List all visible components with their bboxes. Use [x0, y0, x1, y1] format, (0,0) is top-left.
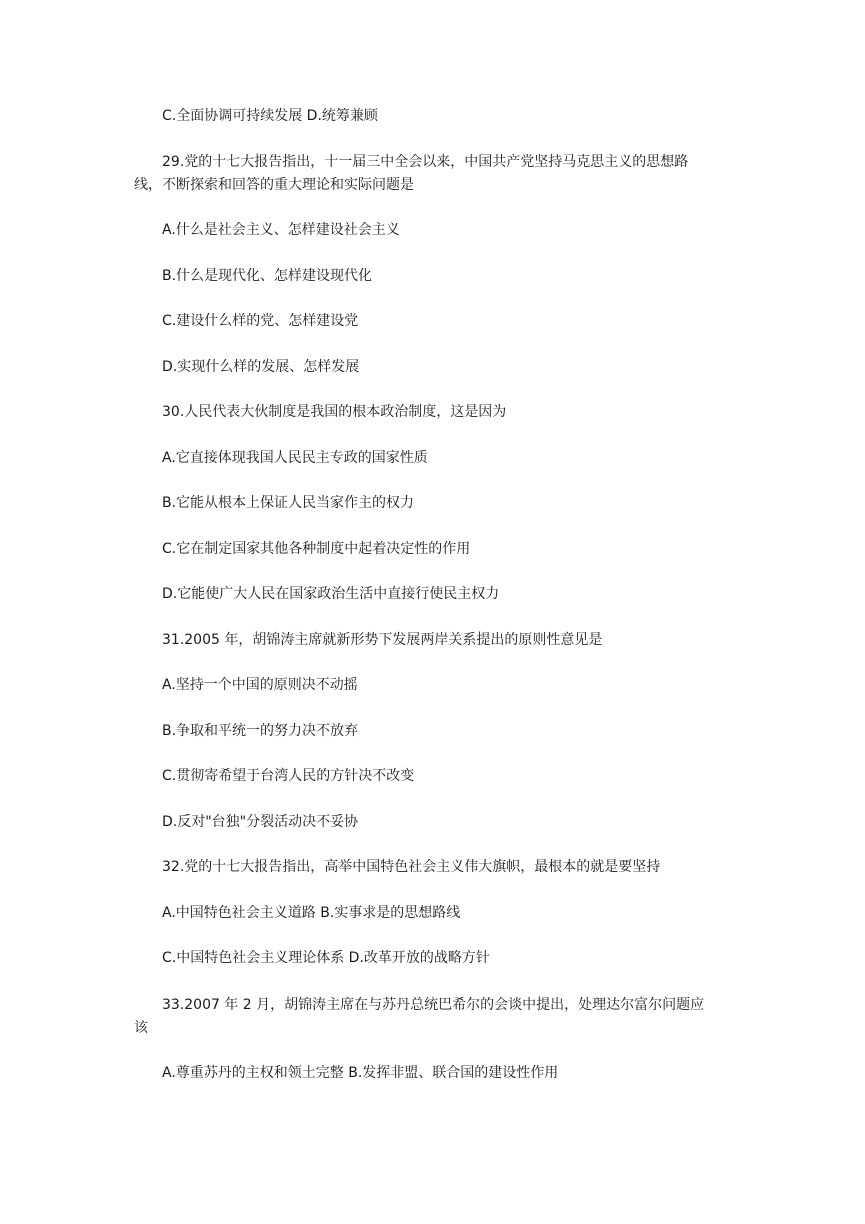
question-29-option-a: A.什么是社会主义、怎样建设社会主义 [162, 222, 400, 238]
question-31-option-c: C.贯彻寄希望于台湾人民的方针决不改变 [162, 768, 415, 784]
question-30-option-d: D.它能使广大人民在国家政治生活中直接行使民主权力 [162, 586, 500, 602]
question-33-text-cont: 该 [134, 1020, 148, 1036]
question-29-option-b: B.什么是现代化、怎样建设现代化 [162, 268, 373, 284]
question-29-text: 29.党的十七大报告指出，十一届三中全会以来，中国共产党坚持马克思主义的思想路 [162, 154, 689, 170]
question-32-text: 32.党的十七大报告指出，高举中国特色社会主义伟大旗帜，最根本的就是要坚持 [162, 859, 661, 875]
question-32-options-cd: C.中国特色社会主义理论体系 D.改革开放的战略方针 [162, 950, 490, 966]
question-31-text: 31.2005 年，胡锦涛主席就新形势下发展两岸关系提出的原则性意见是 [162, 632, 603, 648]
question-31-option-b: B.争取和平统一的努力决不放弃 [162, 723, 359, 739]
question-30-text: 30.人民代表大伙制度是我国的根本政治制度，这是因为 [162, 404, 507, 420]
question-33-text: 33.2007 年 2 月，胡锦涛主席在与苏丹总统巴希尔的会谈中提出，处理达尔富尔问题应 [162, 997, 705, 1013]
question-30-option-b: B.它能从根本上保证人民当家作主的权力 [162, 495, 415, 511]
option-line: C.全面协调可持续发展 D.统筹兼顾 [162, 108, 378, 124]
question-33-options-ab: A.尊重苏丹的主权和领土完整 B.发挥非盟、联合国的建设性作用 [162, 1065, 559, 1081]
question-29-option-c: C.建设什么样的党、怎样建设党 [162, 313, 359, 329]
question-29-option-d: D.实现什么样的发展、怎样发展 [162, 359, 360, 375]
question-30-option-a: A.它直接体现我国人民民主专政的国家性质 [162, 450, 428, 466]
question-31-option-d: D.反对"台独"分裂活动决不妥协 [162, 814, 359, 830]
question-30-option-c: C.它在制定国家其他各种制度中起着决定性的作用 [162, 541, 471, 557]
question-29-text-cont: 线，不断探索和回答的重大理论和实际问题是 [134, 177, 414, 193]
question-32-options-ab: A.中国特色社会主义道路 B.实事求是的思想路线 [162, 905, 461, 921]
question-31-option-a: A.坚持一个中国的原则决不动摇 [162, 677, 358, 693]
